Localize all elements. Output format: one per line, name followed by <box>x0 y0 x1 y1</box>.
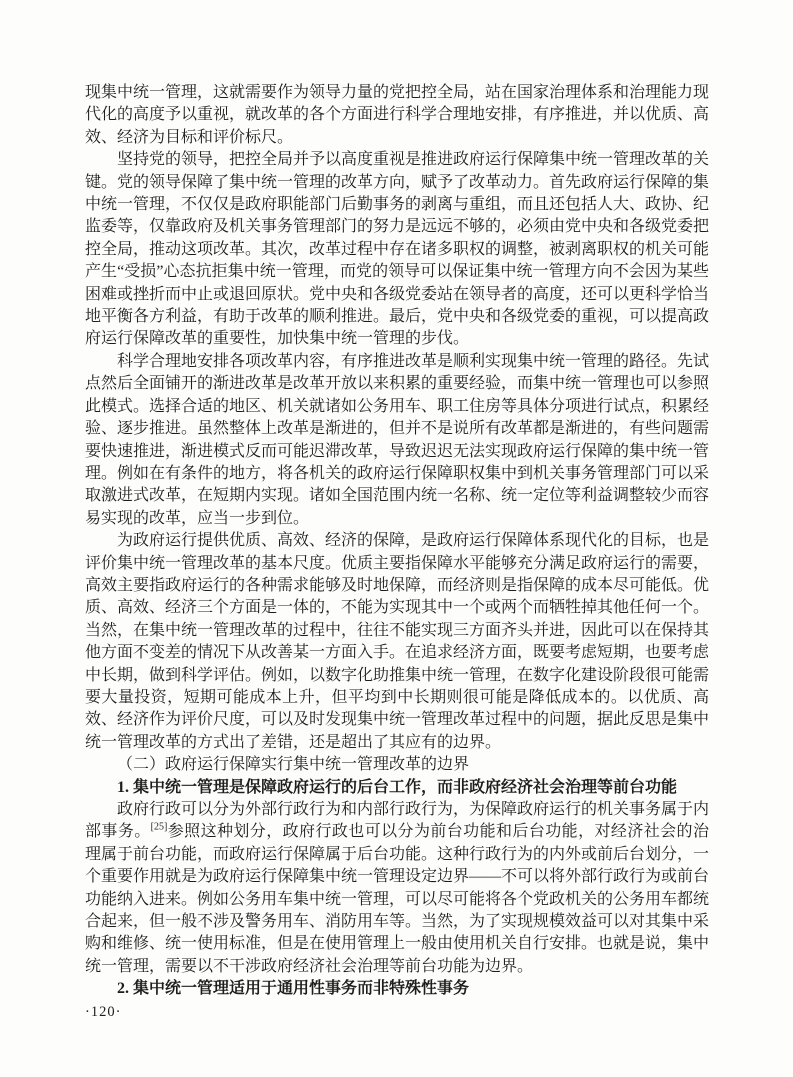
section-heading-2: （二）政府运行保障实行集中统一管理改革的边界 <box>117 756 470 774</box>
text-block <box>85 82 709 1021</box>
footnote-ref-25: [25] <box>150 822 168 834</box>
paragraph-continuation: 现集中统一管理，这就需要作为领导力量的党把控全局，站在国家治理体系和治理能力现代化的高度予以重视，就改革的各个方面进行科学合理地安排，有序推进，并以优质、高效、经济为目标和评价标尺。 <box>85 84 710 146</box>
subheading-1: 1. 集中统一管理是保障政府运行的后台工作，而非政府经济社会治理等前台功能 <box>117 778 678 796</box>
paragraph-5-pre: 政府行政可以分为外部行政行为和内部行政行为，为保障政府运行的机关事务属于内部事务。 <box>85 801 710 841</box>
paragraph-party-leadership: 坚持党的领导，把控全局并予以高度重视是推进政府运行保障集中统一管理改革的关键。党的领导保障了集中统一管理的改革方向，赋予了改革动力。首先政府运行保障的集中统一管理，不仅仅是政府职能部门后勤事务的剥离与重组，而且还包括人大、政协、纪监委等，仅靠政府及机关事务管理部门的努力是远远不够的，必须由党中央和各级党委把控全局，推动这项改革。其次，改革过程中存在诸多职权的调整，被剥离职权的机关可能产生“受损”心态抗拒集中统一管理，而党的领导可以保证集中统一管理方向不会因为某些困难或挫折而中止或退回原状。党中央和各级党委站在领导者的高度，还可以更科学恰当地平衡各方利益，有助于改革的顺利推进。最后，党中央和各级党委的重视，可以提高政府运行保障改革的重要性，加快集中统一管理的步伐。 <box>85 151 710 348</box>
paragraph-quality-efficiency-economy: 为政府运行提供优质、高效、经济的保障，是政府运行保障体系现代化的目标，也是评价集中统一管理改革的基本尺度。优质主要指保障水平能够充分满足政府运行的需要，高效主要指政府运行的各种需求能够及时地保障，而经济则是指保障的成本尽可能低。优质、高效、经济三个方面是一体的，不能为实现其中一个或两个而牺牲掉其他任何一个。当然，在集中统一管理改革的过程中，往往不能实现三方面齐头并进，因此可以在保持其他方面不变差的情况下从改善某一方面入手。在追求经济方面，既要考虑短期，也要考虑中长期，做到科学评估。例如，以数字化助推集中统一管理，在数字化建设阶段很可能需要大量投资，短期可能成本上升，但平均到中长期则很可能是降低成本的。以优质、高效、经济作为评价尺度，可以及时发现集中统一管理改革过程中的问题，据此反思是集中统一管理改革的方式出了差错，还是超出了其应有的边界。 <box>85 532 710 751</box>
paragraph-5-post: 参照这种划分，政府行政也可以分为前台功能和后台功能，对经济社会的治理属于前台功能，而政府运行保障属于后台功能。这种行政行为的内外或前后台划分，一个重要作用就是为政府运行保障集中统一管理设定边界——不可以将外部行政行为或前台功能纳入进来。例如公务用车集中统一管理，可以尽可能将各个党政机关的公务用车都统合起来，但一般不涉及警务用车、消防用车等。当然，为了实现规模效益可以对其集中采购和维修、统一使用标准，但是在使用管理上一般由使用机关自行安排。也就是说，集中统一管理，需要以不干涉政府经济社会治理等前台功能为边界。 <box>85 823 710 975</box>
paragraph-reform-path: 科学合理地安排各项改革内容，有序推进改革是顺利实现集中统一管理的路径。先试点然后全面铺开的渐进改革是改革开放以来积累的重要经验，而集中统一管理也可以参照此模式。选择合适的地区、机关就诸如公务用车、职工住房等具体分项进行试点，积累经验、逐步推进。虽然整体上改革是渐进的，但并不是说所有改革都是渐进的，有些问题需要快速推进，渐进模式反而可能迟滞改革，导致迟迟无法实现政府运行保障的集中统一管理。例如在有条件的地方，将各机关的政府运行保障职权集中到机关事务管理部门可以采取激进式改革，在短期内实现。诸如全国范围内统一名称、统一定位等利益调整较少而容易实现的改革，应当一步到位。 <box>85 352 710 527</box>
subheading-2: 2. 集中统一管理适用于通用性事务而非特殊性事务 <box>117 980 470 998</box>
page-number: ·120· <box>85 1003 122 1020</box>
paragraph-front-back-office <box>85 799 709 978</box>
